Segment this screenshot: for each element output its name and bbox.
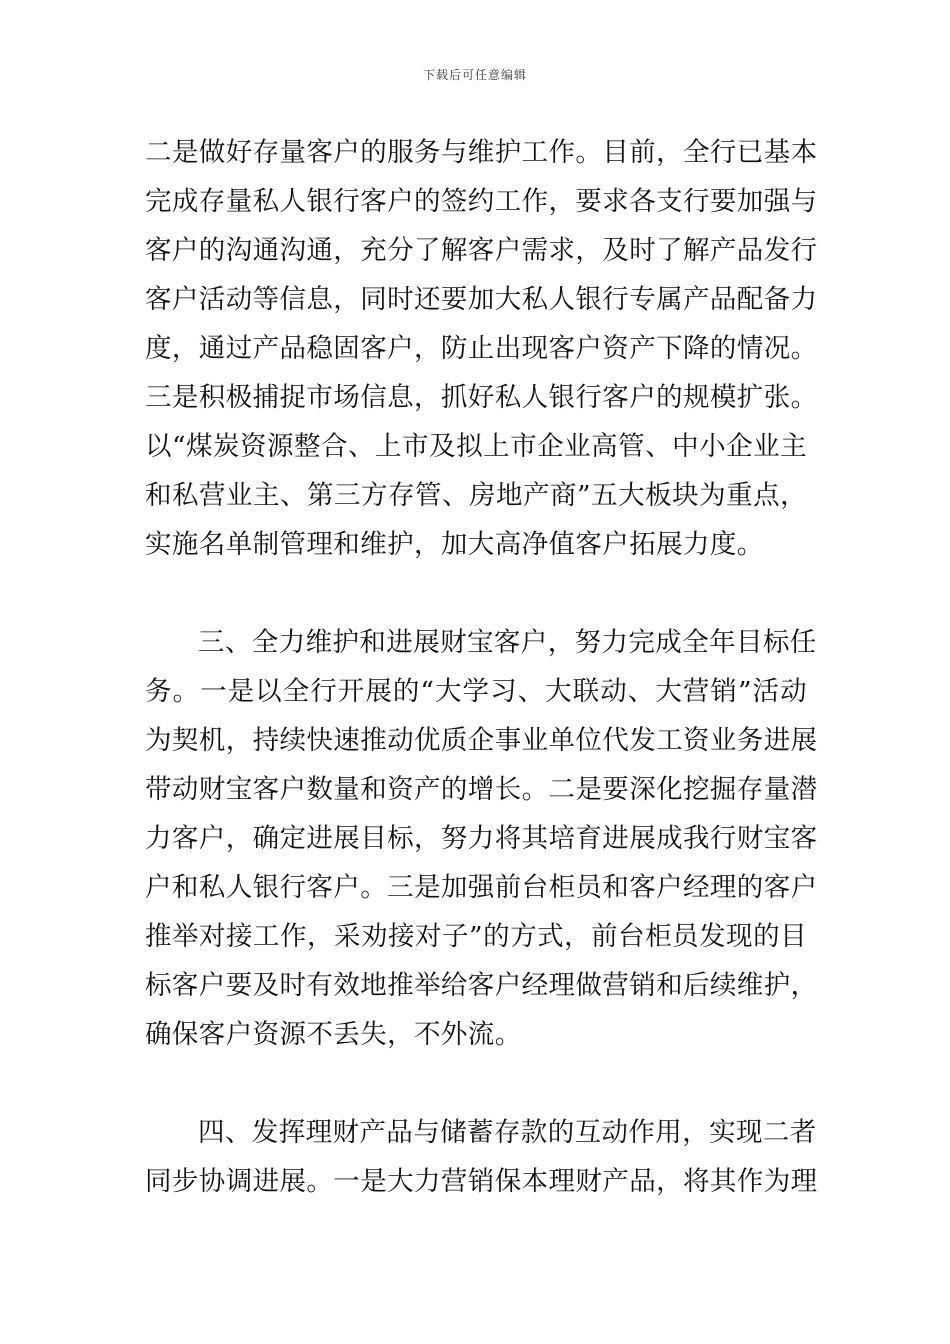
text-line: 实施名单制管理和维护，加大高净值客户拓展力度。 [145, 529, 764, 560]
paragraph-2 [145, 618, 818, 1059]
text-line: 户和私人银行客户。三是加强前台柜员和客户经理的客户 [145, 872, 818, 903]
paragraph-3 [145, 1108, 818, 1206]
text-line: 完成存量私人银行客户的签约工作，要求各支行要加强与 [145, 186, 818, 217]
text-line: 力客户，确定进展目标，努力将其培育进展成我行财宝客 [145, 823, 818, 854]
text-line: 带动财宝客户数量和资产的增长。二是要深化挖掘存量潜 [145, 774, 818, 805]
header-note: 下载后可任意编辑 [422, 68, 527, 82]
text-line: 推举对接工作，采劝接对子”的方式，前台柜员发现的目 [145, 921, 807, 952]
document-body [145, 128, 818, 1206]
text-line: 四、发挥理财产品与储蓄存款的互动作用，实现二者 [198, 1117, 817, 1148]
text-line: 标客户要及时有效地推举给客户经理做营销和后续维护， [145, 970, 818, 1001]
paragraph-spacer [145, 1059, 807, 1108]
text-line: 二是做好存量客户的服务与维护工作。目前，全行已基本 [145, 137, 818, 168]
text-line: 三是积极捕捉市场信息，抓好私人银行客户的规模扩张。 [145, 382, 818, 413]
text-line: 确保客户资源不丢失，不外流。 [145, 1019, 522, 1050]
text-line: 同步协调进展。一是大力营销保本理财产品，将其作为理 [145, 1166, 818, 1197]
paragraph-1 [145, 128, 818, 569]
text-line: 和私营业主、第三方存管、房地产商”五大板块为重点， [145, 480, 807, 511]
text-line: 客户的沟通沟通，充分了解客户需求，及时了解产品发行 [145, 235, 818, 266]
text-line: 三、全力维护和进展财宝客户，努力完成全年目标任 [198, 627, 817, 658]
paragraph-spacer [145, 569, 807, 618]
text-line: 以“煤炭资源整合、上市及拟上市企业高管、中小企业主 [145, 431, 807, 462]
text-line: 客户活动等信息，同时还要加大私人银行专属产品配备力 [145, 284, 818, 315]
text-line: 度，通过产品稳固客户，防止出现客户资产下降的情况。 [145, 333, 818, 364]
text-line: 为契机，持续快速推动优质企事业单位代发工资业务进展 [145, 725, 818, 756]
text-line: 务。一是以全行开展的“大学习、大联动、大营销”活动 [145, 676, 807, 707]
